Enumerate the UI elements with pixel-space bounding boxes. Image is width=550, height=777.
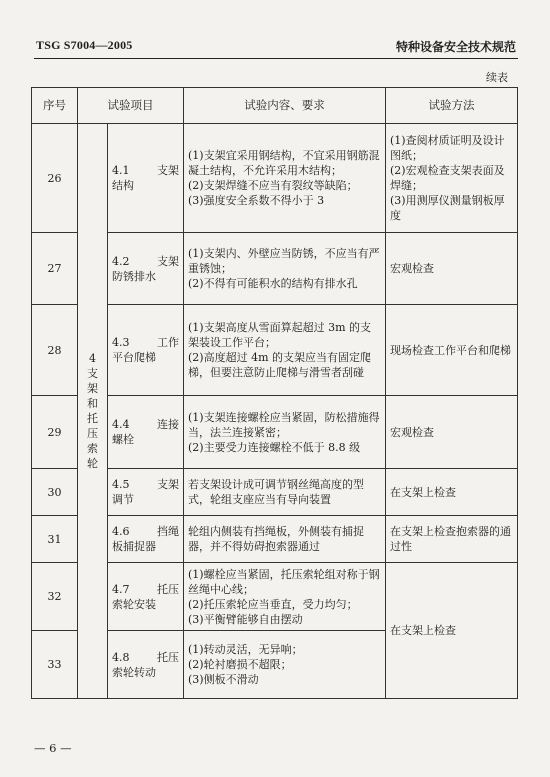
row-seq: 27 xyxy=(32,233,78,305)
item-name-part: 平台爬梯 xyxy=(112,351,156,364)
requirement-line: (2)高度超过 4m 的支架应当有固定爬梯，但要注意防止爬梯与滑雪者刮碰 xyxy=(188,351,372,379)
item-name-part: 支架 xyxy=(157,478,179,491)
requirements-cell xyxy=(184,469,386,516)
item-name xyxy=(108,563,184,631)
standard-code: TSG S7004—2005 xyxy=(36,38,133,52)
method-cell: 在支架上检查抱索器的通过性 xyxy=(386,516,518,563)
method-cell: 在支架上检查 xyxy=(386,469,518,516)
group-label-line: 索轮 xyxy=(87,442,98,470)
requirement-line: (3)强度安全系数不得小于 3 xyxy=(188,194,325,207)
group-label-line: 4 xyxy=(89,352,96,365)
requirement-line: (2)主要受力连接螺栓不低于 8.8 级 xyxy=(188,440,361,454)
item-name xyxy=(108,305,184,396)
item-number: 4.2 xyxy=(112,254,130,268)
item-name xyxy=(108,396,184,469)
document-title: 特种设备安全技术规范 xyxy=(395,40,516,54)
requirement-line: (1)支架宜采用钢结构，不宜采用钢筋混凝土结构，不允许采用木结构； xyxy=(188,149,380,177)
item-number: 4.7 xyxy=(112,582,130,596)
requirement-line: 轮组内侧装有挡绳板，外侧装有捕捉器，并不得妨碍抱索器通过 xyxy=(188,525,364,553)
group-label-line: 托压 xyxy=(87,412,98,440)
method-line: (1)查阅材质证明及设计图纸； xyxy=(390,134,505,162)
requirement-line: (2)支架焊缝不应当有裂纹等缺陷； xyxy=(188,179,358,192)
method-line: (2)宏观检查支架表面及焊缝； xyxy=(390,164,505,192)
group-label-line: 支架 xyxy=(87,367,98,395)
method-cell: 在支架上检查 xyxy=(386,563,518,699)
item-name-part: 支架 xyxy=(157,164,179,177)
requirement-line: 若支架设计成可调节钢丝绳高度的型式，轮组支座应当有导向装置 xyxy=(188,478,364,506)
item-number: 4.1 xyxy=(112,164,130,177)
col-header-item: 试验项目 xyxy=(78,88,184,124)
row-seq: 33 xyxy=(32,631,78,699)
requirement-line: (1)转动灵活，无异响； xyxy=(188,643,303,656)
method-cell: 宏观检查 xyxy=(386,233,518,305)
requirement-line: (3)平衡臂能够自由摆动 xyxy=(188,612,303,626)
item-name-part: 支架 xyxy=(157,254,179,268)
item-number: 4.6 xyxy=(112,525,130,538)
row-seq: 29 xyxy=(32,396,78,469)
item-name-part: 防锈排水 xyxy=(112,269,156,283)
requirements-cell xyxy=(184,233,386,305)
item-name xyxy=(108,124,184,233)
method-cell xyxy=(386,124,518,233)
requirement-line: (2)托压索轮应当垂直，受力均匀； xyxy=(188,597,358,611)
item-name-part: 工作 xyxy=(157,336,179,349)
inspection-table xyxy=(31,87,518,699)
requirements-cell xyxy=(184,124,386,233)
requirement-line: (3)侧板不滑动 xyxy=(188,673,259,686)
requirements-cell xyxy=(184,305,386,396)
continued-label: 续表 xyxy=(486,71,508,84)
col-header-method: 试验方法 xyxy=(386,88,518,124)
requirement-line: (1)支架高度从雪面算起超过 3m 的支架装设工作平台； xyxy=(188,321,372,349)
method-cell: 宏观检查 xyxy=(386,396,518,469)
item-number: 4.3 xyxy=(112,336,130,349)
method-cell: 现场检查工作平台和爬梯 xyxy=(386,305,518,396)
item-name xyxy=(108,631,184,699)
col-header-seq: 序号 xyxy=(32,88,78,124)
item-name xyxy=(108,516,184,563)
item-name-part: 索轮安装 xyxy=(112,597,156,611)
requirement-line: (2)轮衬磨损不超限； xyxy=(188,658,292,671)
item-number: 4.4 xyxy=(112,418,130,431)
requirement-line: (1)螺栓应当紧固，托压索轮组对称于钢丝绳中心线； xyxy=(188,567,380,596)
requirement-line: (1)支架内、外壁应当防锈，不应当有严重锈蚀； xyxy=(188,247,380,275)
requirements-cell xyxy=(184,563,386,631)
item-name-part: 板捕捉器 xyxy=(112,540,156,553)
method-line: (3)用测厚仪测量钢板厚度 xyxy=(390,194,505,222)
row-seq: 30 xyxy=(32,469,78,516)
item-name-part: 连接 xyxy=(157,418,179,431)
requirement-line: (1)支架连接螺栓应当紧固，防松措施得当，法兰连接紧密； xyxy=(188,410,380,439)
item-number: 4.8 xyxy=(112,650,130,664)
table-header-row xyxy=(32,88,518,124)
item-name-part: 调节 xyxy=(112,493,134,506)
item-name-part: 托压 xyxy=(157,582,179,596)
item-name-part: 结构 xyxy=(112,179,134,192)
row-seq: 28 xyxy=(32,305,78,396)
item-name-part: 托压 xyxy=(157,650,179,664)
item-name xyxy=(108,469,184,516)
page-number: — 6 — xyxy=(34,741,72,755)
row-seq: 32 xyxy=(32,563,78,631)
group-label-line: 和 xyxy=(87,397,98,410)
col-header-requirements: 试验内容、要求 xyxy=(184,88,386,124)
item-name-part: 螺栓 xyxy=(112,433,134,446)
group-cell xyxy=(78,124,108,699)
requirements-cell xyxy=(184,631,386,699)
item-number: 4.5 xyxy=(112,478,130,491)
item-name-part: 挡绳 xyxy=(157,525,179,538)
requirement-line: (2)不得有可能积水的结构有排水孔 xyxy=(188,277,358,290)
item-name xyxy=(108,233,184,305)
requirements-cell xyxy=(184,516,386,563)
item-name-part: 索轮转动 xyxy=(112,665,156,679)
table-row xyxy=(32,124,518,233)
header-rule xyxy=(34,58,518,59)
row-seq: 26 xyxy=(32,124,78,233)
row-seq: 31 xyxy=(32,516,78,563)
requirements-cell xyxy=(184,396,386,469)
